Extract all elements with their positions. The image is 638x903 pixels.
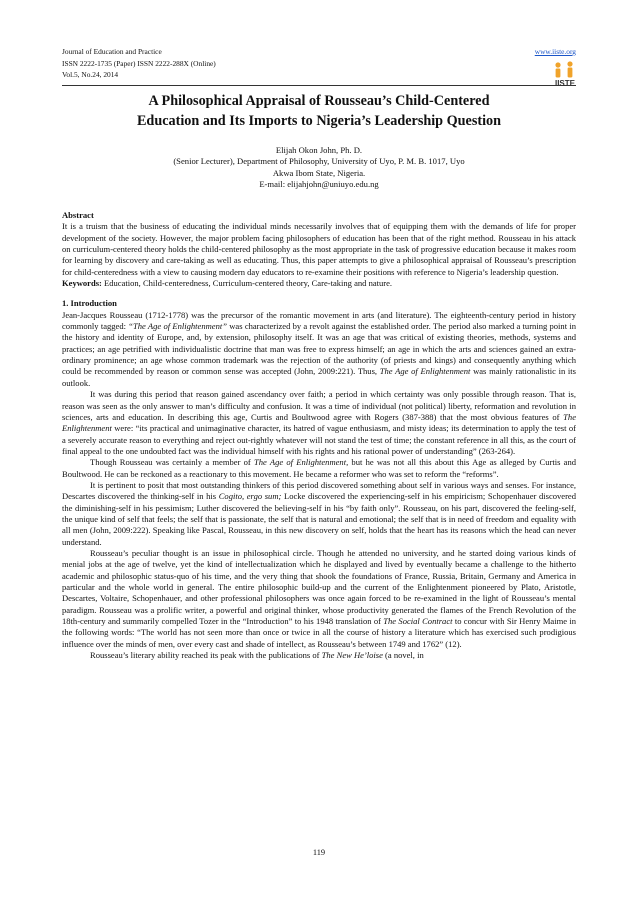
author-email: E-mail: elijahjohn@uniuyo.edu.ng: [259, 179, 379, 190]
keywords-label: Keywords:: [62, 278, 102, 289]
journal-issn: ISSN 2222-1735 (Paper) ISSN 2222-288X (Online): [62, 58, 216, 68]
journal-name: Journal of Education and Practice: [62, 47, 162, 56]
introduction-heading: 1. Introduction: [62, 298, 117, 309]
title-line-1: A Philosophical Appraisal of Rousseau’s Child-Centered: [148, 93, 490, 109]
journal-url-link[interactable]: www.iiste.org: [534, 47, 576, 56]
abstract-text: It is a truism that the business of educating the individual minds necessarily involves that of equipping them with the demands of life for proper development of the society. However, the major problem facing philosophers of education has been that of the right method. Rousseau in his attack on curriculum-centered theory holds the child-centered philosophy as the most appropriate in the task of progressive education because it makes room for learning by discovery and care-taking as well as educating. Thus, this paper attempts to give a philosophical appraisal of Rousseau’s prescription for child-centeredness with a view to causing modern day educators to re-examine their positions with reference to Nigeria’s leadership question.: [62, 221, 576, 277]
logo-text: IISTE: [554, 79, 576, 88]
intro-paragraph-1: Jean-Jacques Rousseau (1712-1778) was the precursor of the romantic movement in arts (and literature). The eighteenth-century period in history commonly tagged: “The Age of Enlightenment” was characterized by a revolt against the established order. The period also marked a turning point in the history and identity of Europe, and, by extension, philosophy itself. It was an age that was critical of existing theories, methods, systems and practices; an age petrified with individualistic doctrine that man was free to express himself; an age in which the arts and sciences gained an extra-ordinary prominence; an age whose common trademark was the rejection of the authority (of priests and kings) and consequently anything which could be recommended by reason or common sense was accepted (John, 2009:221). Thus, The Age of Enlightenment was mainly rationalistic in its outlook.: [62, 309, 577, 388]
header-divider: [62, 85, 576, 86]
intro-paragraph-2: It was during this period that reason gained ascendancy over faith; a period in which certainty was only possible through reason. That is, reason was seen as the only answer to man’s difficulty and confusion. It was a time of individual (not political) liberty, reformation and revolution in sciences, arts and education. In describing this age, Curtis and Boultwood agree with Rogers (387-388) that the most obvious features of The Enlightenment were: “its practical and unimaginative character, its hatred of vague enthusiasm, and misty ideas; its determination to apply the test of a severely accurate reason to everything and reject out-rightly whatever will not stand the test of time; the constant reference in all this, as the court of final appeal to the one undoubted fact was the individual himself with his rights and his rational power of understanding” (263-264).: [62, 389, 576, 456]
page-number: 119: [312, 848, 326, 857]
keywords-list: Education, Child-centeredness, Curriculum-centered theory, Care-taking and nature.: [101, 278, 393, 289]
paper-title: [62, 92, 576, 131]
author-affiliation: (Senior Lecturer), Department of Philosophy, University of Uyo, P. M. B. 1017, Uyo: [173, 156, 465, 167]
paper-body: [62, 210, 576, 661]
journal-info: [62, 46, 576, 81]
journal-volume: Vol.5, No.24, 2014: [62, 70, 119, 80]
intro-paragraph-6: Rousseau’s literary ability reached its peak with the publications of The New He’loise (a novel, in: [90, 650, 424, 661]
author-name: Elijah Okon John, Ph. D.: [275, 145, 363, 155]
intro-paragraph-5: Rousseau’s peculiar thought is an issue in philosophical circle. Though he attended no university, and he started doing various kinds of menial jobs at the age of twelve, yet the kind of intellectualization which he displayed and lived by eventually became a challenge to the hitherto academic and philosophic status-quo of his time, and the very thing that shook the foundations of France, Russia, Britain, Germany and America in particular and the whole world in general. The entire philosophic build-up and the current of the Enlightenment pioneered by Plato, Aristotle, Descartes, Voltaire, Schopenhauer, and other professional philosophers was once again forced to be re-examined in the light of Rousseau’s mental paradigm. Rousseau was a prolific writer, a powerful and original thinker, whose productivity generated the flames of the French Revolution of the 18th-century and summarily compelled Tozer in the “Introduction” to his 1948 translation of The Social Contract to concur with Sir Henry Maime in the following words: “The world has not seen more than once or twice in all the course of history a literature which has exercised such prodigious influence over the minds of men, over every cast and shade of intellect, as Rousseau’s between 1749 and 1762” (12).: [62, 547, 576, 649]
logo-figure-icon: [555, 61, 572, 77]
abstract-heading: Abstract: [62, 210, 94, 220]
intro-paragraph-4: It is pertinent to posit that most outstanding thinkers of this period discovered something about self in various ways and senses. For instance, Descartes discovered the thinking-self in his Cogito, ergo sum; Locke discovered the experiencing-self in his empiricism; Schopenhauer discovered the diminishing-self in his pessimism; Luther discovered the believing-self in his “by faith only”. Rousseau, on his part, discovered the feeling-self, the unique kind of self that feels; the self that is passionate, the self that is natural and emotional; the self that is in need of freedom and equality with all men (John, 2009:222). Speaking like Pascal, Rousseau, in this new discovery on self, holds that the heart has its reasons which the head can never understand.: [62, 479, 576, 547]
iiste-logo: [550, 60, 580, 88]
keywords-paragraph: [62, 278, 576, 289]
journal-header: [62, 46, 576, 81]
author-location: Akwa Ibom State, Nigeria.: [272, 167, 366, 178]
intro-paragraph-3: Though Rousseau was certainly a member of The Age of Enlightenment, but he was not all this about this Age as alleged by Curtis and Boultwood. He can be reckoned as a reactionary to this movement. He became a reformer who was set to reform the “reforms”.: [62, 457, 577, 479]
title-line-2: Education and Its Imports to Nigeria’s Leadership Question: [136, 112, 502, 129]
author-block: [62, 145, 576, 191]
